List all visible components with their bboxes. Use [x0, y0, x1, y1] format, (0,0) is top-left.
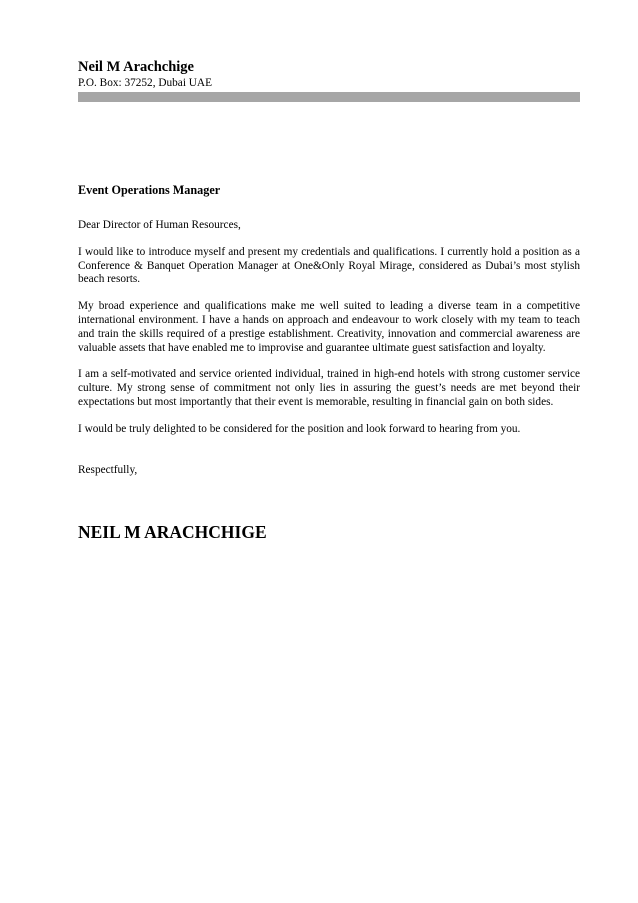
body-paragraph-1: I would like to introduce myself and present my credentials and qualifications. I currently hold a position as a Conference & Banquet Operation Manager at One&Only Royal Mirage, considered as Dubai’s most stylish beach resorts. — [78, 245, 580, 286]
signature-name: NEIL M ARACHCHIGE — [78, 521, 267, 542]
closing: Respectfully, — [78, 463, 138, 476]
salutation: Dear Director of Human Resources, — [78, 219, 241, 231]
cover-letter-page — [78, 58, 580, 542]
header-divider — [78, 92, 580, 102]
body-paragraph-2: My broad experience and qualifications make me well suited to leading a diverse team in a competitive international environment. I have a hands on approach and endeavour to work closely with my team to teach and train the skills required of a prestige establishment. Creativity, innovation and commercial awareness are valuable assets that have enabled me to improvise and guarantee ultimate guest satisfaction and loyalty. — [78, 300, 580, 354]
sender-address: P.O. Box: 37252, Dubai UAE — [78, 77, 212, 89]
letter-subject: Event Operations Manager — [78, 183, 221, 197]
sender-name: Neil M Arachchige — [78, 59, 194, 75]
body-paragraph-3: I am a self-motivated and service oriented individual, trained in high-end hotels with strong customer service culture. My strong sense of commitment not only lies in assuring the guest’s needs are met beyond their expectations but most importantly that their event is memorable, resulting in financial gain on both sides. — [78, 368, 580, 408]
body-paragraph-4: I would be truly delighted to be considered for the position and look forward to hearing from you. — [78, 422, 521, 435]
